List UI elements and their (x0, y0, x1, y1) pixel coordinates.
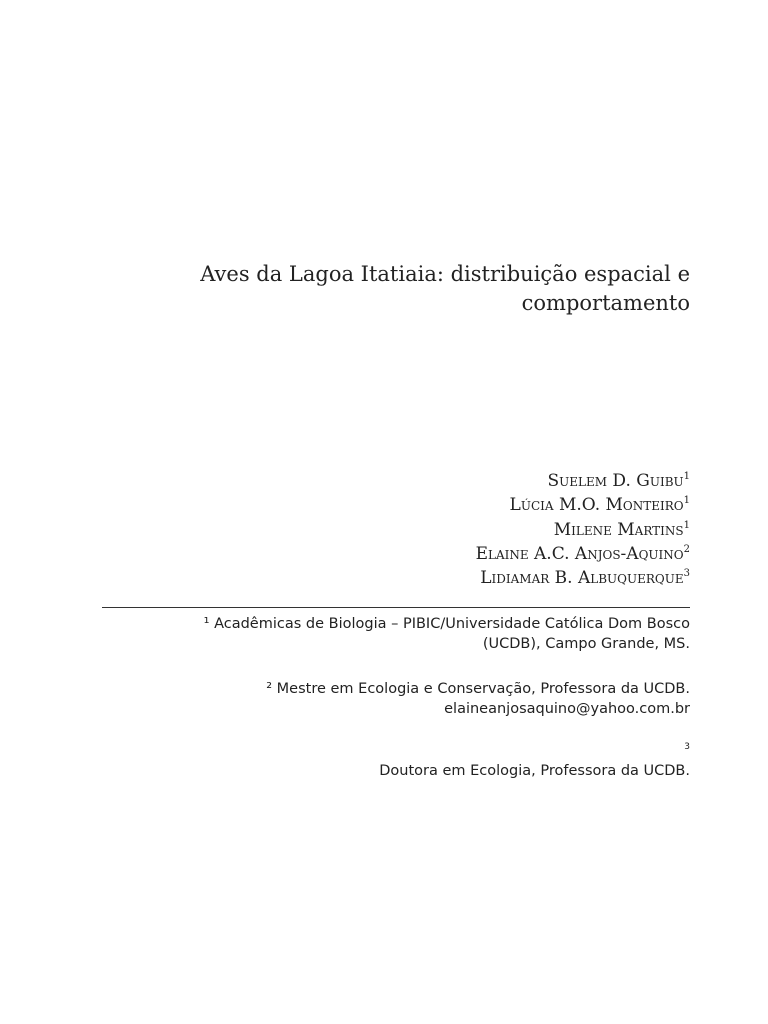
affiliation-note-2 (120, 679, 690, 719)
affiliation-note-3 (120, 741, 690, 781)
author-affiliation-mark: 1 (683, 495, 690, 507)
author-email[interactable]: elaineanjosaquino@yahoo.com.br (444, 701, 690, 717)
affiliation-2-line-1: ² Mestre em Ecologia e Conservação, Professora da UCDB. (266, 681, 690, 697)
author-name: Lúcia M.O. Monteiro (509, 495, 684, 516)
author-affiliation-mark: 2 (683, 543, 690, 555)
affiliation-3-text: Doutora em Ecologia, Professora da UCDB. (379, 763, 690, 779)
author (300, 542, 690, 566)
affiliation-1-line-1: ¹ Acadêmicas de Biologia – PIBIC/Universidade Católica Dom Bosco (203, 616, 690, 632)
title-line-1: Aves da Lagoa Itatiaia: distribuição espacial e (200, 262, 690, 286)
author (300, 566, 690, 590)
affiliation-note-1 (120, 614, 690, 654)
title-line-2: comportamento (521, 291, 690, 315)
author-affiliation-mark: 1 (683, 519, 690, 531)
author-name: Milene Martins (553, 519, 684, 540)
author-name: Lidiamar B. Albuquerque (480, 568, 684, 589)
author-affiliation-mark: 1 (683, 471, 690, 482)
article-title (160, 260, 690, 318)
affiliation-1-line-2: (UCDB), Campo Grande, MS. (482, 636, 690, 652)
author (300, 518, 690, 542)
author-list (300, 469, 690, 590)
author-name: Suelem D. Guibu (547, 471, 684, 491)
author-affiliation-mark: 3 (683, 568, 690, 580)
author (300, 493, 690, 517)
footnote-divider (102, 607, 690, 608)
affiliation-3-line-1 (120, 741, 690, 781)
author-name: Elaine A.C. Anjos-Aquino (475, 543, 684, 564)
author (300, 469, 690, 493)
affiliation-3-mark: 3 (684, 742, 690, 752)
